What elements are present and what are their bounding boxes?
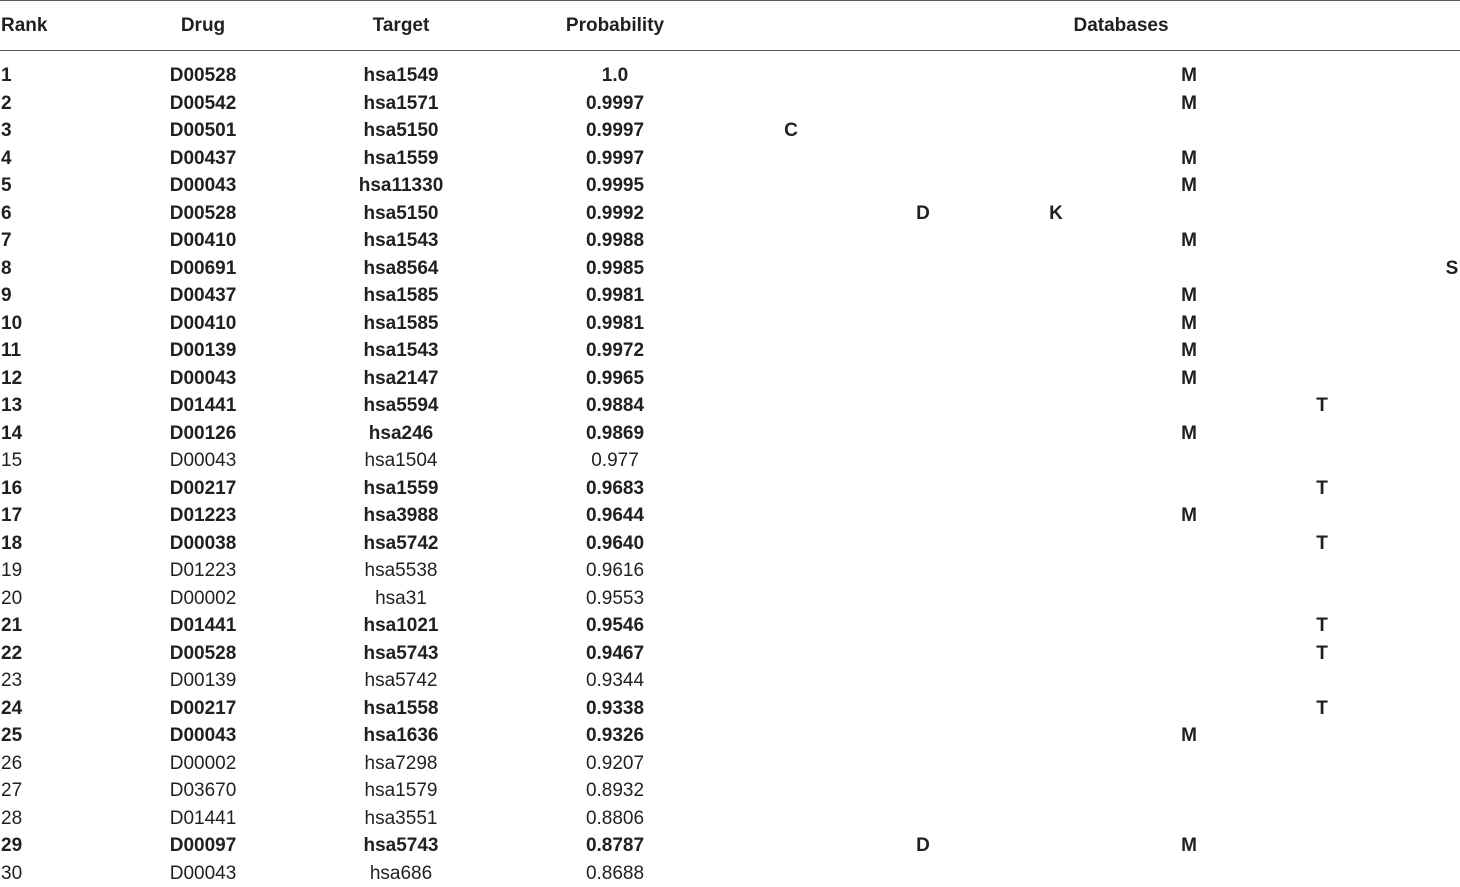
- drug-cell: D01441: [169, 615, 237, 636]
- header-databases: Databases: [1073, 15, 1169, 36]
- probability-cell: 0.8932: [585, 780, 645, 801]
- drug-cell: D00043: [169, 862, 237, 884]
- target-cell: hsa3551: [364, 807, 438, 829]
- target-cell: hsa1021: [363, 615, 439, 636]
- rank-cell: 15: [1, 450, 23, 471]
- drug-cell: D00691: [169, 257, 237, 279]
- rank-cell: 29: [1, 835, 23, 856]
- probability-cell: 0.9997: [585, 92, 645, 114]
- probability-cell: 0.9326: [585, 725, 645, 746]
- probability-cell: 0.9981: [585, 312, 645, 334]
- probability-cell: 0.9972: [585, 340, 645, 361]
- database-mark-m: M: [1181, 230, 1197, 251]
- target-cell: hsa5742: [364, 670, 438, 691]
- target-cell: hsa7298: [364, 752, 438, 774]
- database-mark-t: T: [1316, 642, 1328, 664]
- drug-cell: D00217: [169, 697, 237, 719]
- database-mark-m: M: [1181, 340, 1197, 361]
- probability-cell: 0.9884: [585, 395, 645, 416]
- target-cell: hsa5150: [363, 202, 439, 224]
- database-mark-m: M: [1181, 422, 1197, 444]
- rank-cell: 13: [1, 395, 23, 416]
- probability-cell: 0.9965: [585, 367, 645, 389]
- header-rank: Rank: [1, 15, 48, 36]
- database-mark-c: C: [784, 120, 798, 141]
- top-rule: [0, 0, 1460, 1]
- drug-cell: D03670: [169, 780, 237, 801]
- probability-cell: 0.9683: [585, 477, 645, 499]
- database-mark-t: T: [1316, 395, 1328, 416]
- target-cell: hsa5594: [363, 395, 439, 416]
- rank-cell: 6: [1, 202, 12, 224]
- probability-cell: 0.9207: [585, 752, 645, 774]
- target-cell: hsa246: [368, 422, 434, 444]
- target-cell: hsa5150: [363, 120, 439, 141]
- rank-cell: 30: [1, 862, 23, 884]
- target-cell: hsa5742: [363, 532, 439, 554]
- drug-cell: D00437: [169, 147, 237, 169]
- drug-cell: D00528: [169, 202, 237, 224]
- target-cell: hsa686: [369, 862, 433, 884]
- header-target: Target: [372, 15, 430, 36]
- target-cell: hsa1636: [363, 725, 439, 746]
- rank-cell: 21: [1, 615, 23, 636]
- database-mark-t: T: [1316, 615, 1328, 636]
- database-mark-m: M: [1181, 65, 1197, 86]
- probability-cell: 0.9981: [585, 285, 645, 306]
- rank-cell: 18: [1, 532, 23, 554]
- target-cell: hsa2147: [363, 367, 439, 389]
- probability-cell: 0.9997: [585, 120, 645, 141]
- rank-cell: 27: [1, 780, 23, 801]
- database-mark-m: M: [1181, 367, 1197, 389]
- rank-cell: 20: [1, 587, 23, 609]
- header-probability: Probability: [565, 15, 665, 36]
- probability-cell: 0.9869: [585, 422, 645, 444]
- target-cell: hsa1543: [363, 340, 439, 361]
- target-cell: hsa1558: [363, 697, 439, 719]
- database-mark-s: S: [1445, 257, 1459, 279]
- drug-cell: D00410: [169, 230, 237, 251]
- drug-cell: D00528: [169, 65, 237, 86]
- probability-cell: 0.9985: [585, 257, 645, 279]
- rank-cell: 19: [1, 560, 23, 581]
- probability-cell: 1.0: [601, 65, 629, 86]
- rank-cell: 11: [1, 340, 22, 361]
- drug-cell: D00002: [169, 587, 237, 609]
- rank-cell: 24: [1, 697, 23, 719]
- database-mark-d: D: [916, 835, 930, 856]
- drug-cell: D00002: [169, 752, 237, 774]
- probability-cell: 0.9988: [585, 230, 645, 251]
- target-cell: hsa1559: [363, 477, 439, 499]
- database-mark-m: M: [1181, 147, 1197, 169]
- drug-cell: D00528: [169, 642, 237, 664]
- rank-cell: 1: [1, 65, 12, 86]
- target-cell: hsa8564: [363, 257, 439, 279]
- drug-cell: D01441: [169, 807, 237, 829]
- database-mark-m: M: [1181, 175, 1197, 196]
- target-cell: hsa1504: [364, 450, 438, 471]
- database-mark-m: M: [1181, 835, 1197, 856]
- drug-cell: D00501: [169, 120, 237, 141]
- probability-cell: 0.9616: [585, 560, 645, 581]
- drug-cell: D00043: [169, 725, 237, 746]
- target-cell: hsa3988: [363, 505, 439, 526]
- drug-cell: D00038: [169, 532, 237, 554]
- rank-cell: 22: [1, 642, 23, 664]
- probability-cell: 0.9338: [585, 697, 645, 719]
- target-cell: hsa1579: [364, 780, 438, 801]
- header-drug: Drug: [180, 15, 226, 36]
- rank-cell: 4: [1, 147, 12, 169]
- drug-cell: D00542: [169, 92, 237, 114]
- probability-cell: 0.977: [591, 450, 639, 471]
- probability-cell: 0.8787: [585, 835, 645, 856]
- drug-cell: D00139: [169, 670, 237, 691]
- probability-cell: 0.9644: [585, 505, 645, 526]
- rank-cell: 14: [1, 422, 23, 444]
- rank-cell: 17: [1, 505, 23, 526]
- rank-cell: 12: [1, 367, 23, 389]
- probability-cell: 0.9553: [585, 587, 645, 609]
- probability-cell: 0.9546: [585, 615, 645, 636]
- rank-cell: 5: [1, 175, 12, 196]
- database-mark-t: T: [1316, 697, 1328, 719]
- probability-cell: 0.9467: [585, 642, 645, 664]
- drug-cell: D01223: [169, 560, 237, 581]
- database-mark-t: T: [1316, 477, 1328, 499]
- database-mark-m: M: [1181, 725, 1197, 746]
- probability-cell: 0.9992: [585, 202, 645, 224]
- target-cell: hsa1585: [363, 312, 439, 334]
- rank-cell: 7: [1, 230, 12, 251]
- rank-cell: 10: [1, 312, 23, 334]
- target-cell: hsa1543: [363, 230, 439, 251]
- target-cell: hsa11330: [358, 175, 444, 196]
- target-cell: hsa5538: [364, 560, 438, 581]
- drug-cell: D01441: [169, 395, 237, 416]
- target-cell: hsa31: [375, 587, 427, 609]
- drug-cell: D00043: [169, 367, 237, 389]
- drug-cell: D00217: [169, 477, 237, 499]
- rank-cell: 16: [1, 477, 23, 499]
- database-mark-m: M: [1181, 92, 1197, 114]
- rank-cell: 28: [1, 807, 23, 829]
- header-rule: [0, 50, 1460, 51]
- probability-cell: 0.9640: [585, 532, 645, 554]
- drug-cell: D00043: [169, 175, 237, 196]
- probability-cell: 0.9997: [585, 147, 645, 169]
- probability-cell: 0.8688: [585, 862, 645, 884]
- database-mark-m: M: [1181, 312, 1197, 334]
- database-mark-t: T: [1316, 532, 1328, 554]
- drug-cell: D00126: [169, 422, 237, 444]
- rank-cell: 3: [1, 120, 12, 141]
- database-mark-k: K: [1049, 202, 1063, 224]
- drug-cell: D00097: [169, 835, 237, 856]
- target-cell: hsa5743: [363, 642, 439, 664]
- drug-cell: D00410: [169, 312, 237, 334]
- rank-cell: 2: [1, 92, 12, 114]
- target-cell: hsa1571: [363, 92, 439, 114]
- drug-cell: D00139: [169, 340, 237, 361]
- drug-cell: D00043: [169, 450, 237, 471]
- rank-cell: 25: [1, 725, 23, 746]
- database-mark-m: M: [1181, 505, 1197, 526]
- drug-cell: D01223: [169, 505, 237, 526]
- rank-cell: 8: [1, 257, 12, 279]
- rank-cell: 23: [1, 670, 23, 691]
- probability-cell: 0.9344: [585, 670, 645, 691]
- target-cell: hsa1559: [363, 147, 439, 169]
- probability-cell: 0.9995: [585, 175, 645, 196]
- rank-cell: 26: [1, 752, 23, 774]
- target-cell: hsa5743: [363, 835, 439, 856]
- database-mark-d: D: [916, 202, 930, 224]
- database-mark-m: M: [1181, 285, 1197, 306]
- target-cell: hsa1585: [363, 285, 439, 306]
- drug-cell: D00437: [169, 285, 237, 306]
- rank-cell: 9: [1, 285, 12, 306]
- probability-cell: 0.8806: [585, 807, 645, 829]
- target-cell: hsa1549: [363, 65, 439, 86]
